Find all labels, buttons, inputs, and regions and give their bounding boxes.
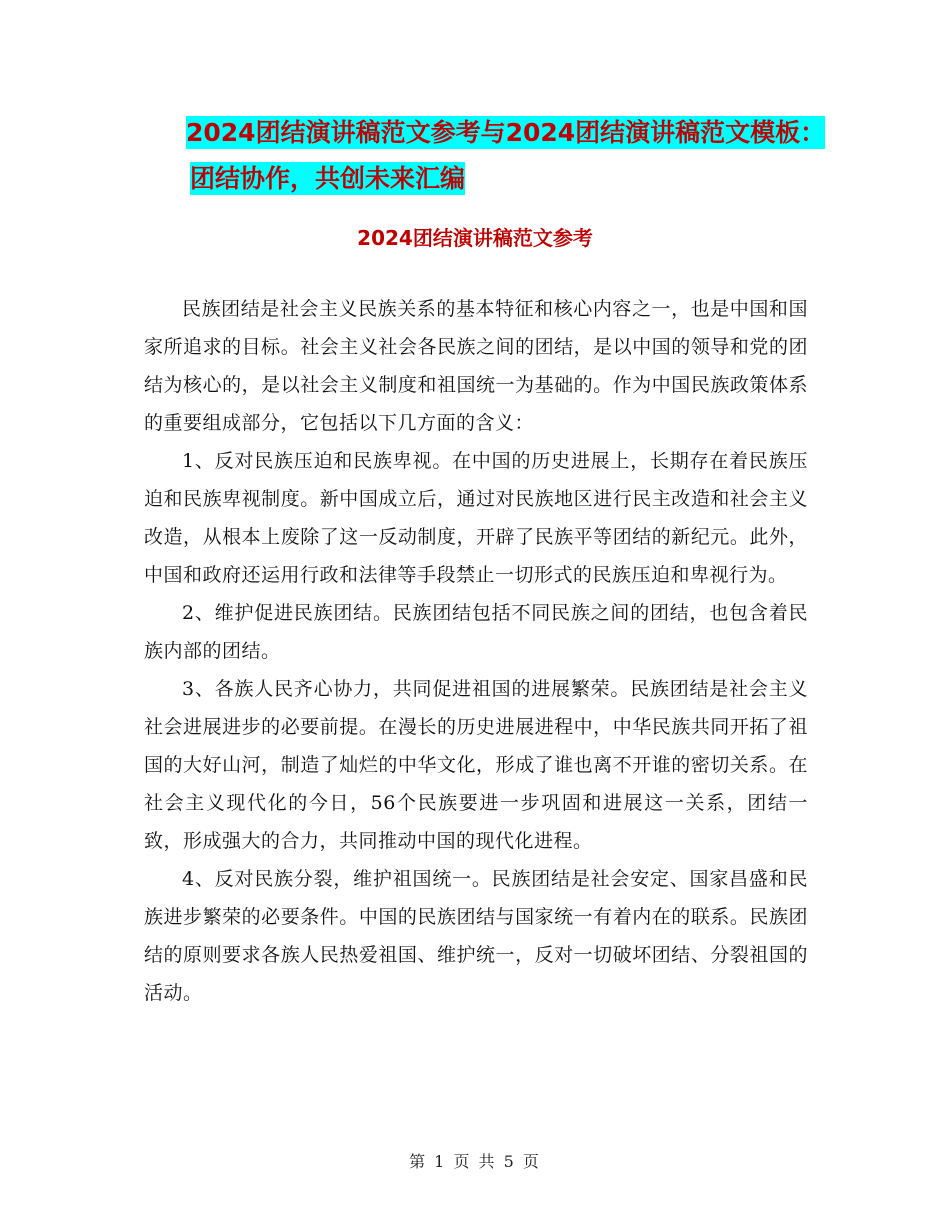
document-title — [0, 110, 950, 202]
body-paragraph: 1、反对民族压迫和民族卑视。在中国的历史进展上，长期存在着民族压迫和民族卑视制度。新中国成立后，通过对民族地区进行民主改造和社会主义改造，从根本上废除了这一反动制度，开辟了民族平等团结的新纪元。此外，中国和政府还运用行政和法律等手段禁止一切形式的民族压迫和卑视行为。 — [144, 450, 808, 586]
body-paragraph: 民族团结是社会主义民族关系的基本特征和核心内容之一，也是中国和国家所追求的目标。社会主义社会各民族之间的团结，是以中国的领导和党的团结为核心的，是以社会主义制度和祖国统一为基础的。作为中国民族政策体系的重要组成部分，它包括以下几方面的含义： — [144, 298, 808, 434]
body-paragraph: 4、反对民族分裂，维护祖国统一。民族团结是社会安定、国家昌盛和民族进步繁荣的必要条件。中国的民族团结与国家统一有着内在的联系。民族团结的原则要求各族人民热爱祖国、维护统一，反对一切破坏团结、分裂祖国的活动。 — [144, 868, 808, 1004]
page-footer: 第 1 页 共 5 页 — [409, 1152, 541, 1171]
body-paragraph: 2、维护促进民族团结。民族团结包括不同民族之间的团结，也包含着民族内部的团结。 — [144, 602, 808, 662]
document-title-line-2: 团结协作，共创未来汇编 — [190, 164, 466, 193]
document-title-line-1: 2024团结演讲稿范文参考与2024团结演讲稿范文模板： — [186, 118, 826, 147]
section-title: 2024团结演讲稿范文参考 — [357, 226, 593, 250]
body-paragraph: 3、各族人民齐心协力，共同促进祖国的进展繁荣。民族团结是社会主义社会进展进步的必要前提。在漫长的历史进展进程中，中华民族共同开拓了祖国的大好山河，制造了灿烂的中华文化，形成了谁也离不开谁的密切关系。在社会主义现代化的今日，56个民族要进一步巩固和进展这一关系，团结一致，形成强大的合力，共同推动中国的现代化进程。 — [144, 678, 808, 852]
document-body — [144, 290, 808, 1012]
